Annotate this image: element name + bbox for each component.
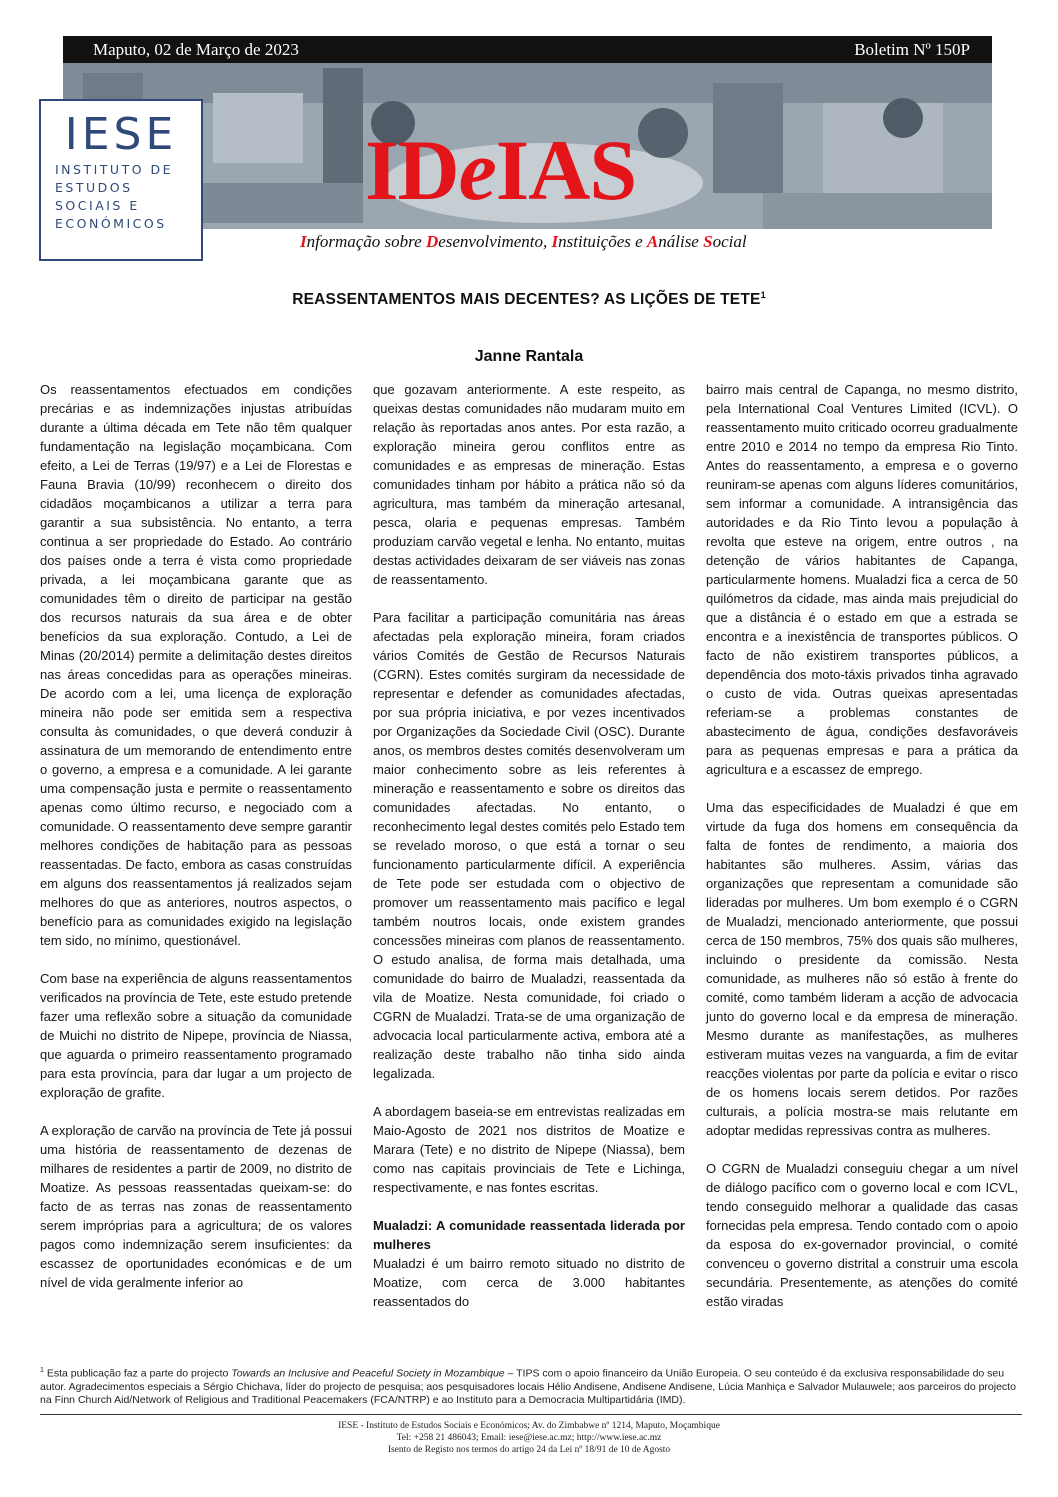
tagline-text: nstituições e [558, 232, 647, 251]
footnote [40, 1364, 1020, 1407]
tagline-cap: I [551, 232, 559, 251]
paragraph: Para facilitar a participação comunitária nas áreas afectadas pela exploração mineira, foram criados vários Comités de Gestão de Recursos Naturais (CGRN). Estes comités surgiram da necessidade de representar e defender as comunidades afectadas, por sua própria iniciativa, e por vezes incentivados por Organizações da Sociedade Civil (OSC). Durante anos, os membros destes comités desenvolveram um maior conhecimento sobre as leis referentes à mineração e reassentamento e sobre os direitos das comunidades afectadas. No entanto, o reconhecimento legal destes comités pelo Estado tem se revelado moroso, o que está a tornar o seu funcionamento particularmente difícil. A experiência de Tete pode ser estudada com o objectivo de promover um reassentamento mais pacífico e legal também noutros locais, onde existem grandes concessões mineiras com planos de reassentamento. O estudo analisa, de forma mais detalhada, uma comunidade do bairro de Mualadzi, reassentada da vila de Moatize. Nesta comunidade, foi criado o CGRN de Mualadzi. Trata-se de uma organização de advocacia local particularmente activa, embora até a realização deste trabalho não tinha sido ainda legalizada. [373, 610, 685, 1081]
paragraph: Mualadzi é um bairro remoto situado no distrito de Moatize, com cerca de 3.000 habitantes reassentados do [373, 1256, 685, 1309]
paragraph: bairro mais central de Capanga, no mesmo distrito, pela International Coal Ventures Limited (ICVL). O reassentamento muito criticado ocorreu gradualmente entre 2010 e 2014 no tempo da empresa Rio Tinto. Antes do reassentamento, a empresa e o governo reuniram-se apenas com alguns líderes comunitários, sem informar a comunidade. A intransigência das autoridades e da Rio Tinto levou a população à revolta que esteve na origem, entre outros , na detenção de vários habitantes de Capanga, particularmente homens. Mualadzi fica a cerca de 50 quilómetros da cidade, mas ainda mais prejudicial do que a distância é o estado em que a estrada se encontra e a inexistência de transportes públicos. O facto de não existirem transportes públicos, a dependência dos moto-táxis privados tinha agravado o custo de vida. Outras queixas apresentadas referiam-se a problemas constantes de abastecimento de água, condições desfavoráveis para as pequenas empresas e para a prática da agricultura e a escassez de emprego. [706, 382, 1018, 777]
paragraph: A abordagem baseia-se em entrevistas realizadas em Maio-Agosto de 2021 nos distritos de Moatize e Marara (Tete) e no distrito de Nipepe (Niassa), bem como nas capitais provinciais de Tete e Lichinga, respectivamente, e nas fontes escritas. [373, 1104, 685, 1195]
address-line: IESE - Instituto de Estudos Sociais e Económicos; Av. do Zimbabwe nº 1214, Maputo, Moçambique [338, 1421, 720, 1431]
paragraph: Os reassentamentos efectuados em condições precárias e as indemnizações injustas atribuídas durante a última década em Tete não têm qualquer fundamentação na legislação moçambicana. Com efeito, a Lei de Terras (19/97) e a Lei de Florestas e Fauna Bravia (10/99) reconhecem o direito dos cidadãos moçambicanos a utilizar a terra para garantir a sua subsistência. No entanto, a terra continua a ser propriedade do Estado. Ao contrário dos países onde a terra é vista como propriedade privada, a lei moçambicana garante que as comunidades têm o direito de participar na gestão dos recursos naturais da sua área e de obter benefícios da sua exploração. Contudo, a Lei de Minas (20/2014) permite a delimitação destes direitos nas áreas concedidas para as operações mineiras. De acordo com a lei, uma licença de exploração mineira não pode ser emitida sem a respectiva consulta às comunidades, o que deverá conduzir à assinatura de um memorando de entendimento entre o governo, a empresa e a comunidade. A lei garante uma compensação justa e permite o reassentamento apenas como último recurso, e negociado com a comunidade. O reassentamento deve sempre garantir melhores condições de habitação para as pessoas reassentadas. De facto, embora as casas construídas em alguns dos reassentamentos já realizados sejam melhores do que as anteriores, noutros aspectos, o benefício para as comunidades exigido na legislação tem sido, no mínimo, questionável. [40, 382, 352, 948]
article-title-text: REASSENTAMENTOS MAIS DECENTES? AS LIÇÕES DE TETE [292, 291, 761, 309]
paragraph: Uma das especificidades de Mualadzi é que em virtude da fuga dos homens em consequência da falta de fontes de rendimento, a maioria dos habitantes são mulheres. Assim, várias das organizações que representam a comunidade são lideradas por mulheres. Um bom exemplo é o CGRN de Mualadzi, mencionado anteriormente, que possui cerca de 150 membros, 75% dos quais são mulheres, incluindo o presidente da comissão. Nesta comunidade, as mulheres não só estão à frente do comité, como também lideram a acção de advocacia junto do governo local e da empresa de mineração. Mesmo durante as manifestações, as mulheres estiveram muitas vezes na vanguarda, a fim de evitar reacções violentas por parte da polícia e evitar o risco de os homens locais serem detidos. Por razões culturais, a polícia mostra-se mais relutante em adoptar medidas repressivas contra as mulheres. [706, 800, 1018, 1138]
masthead-title [365, 120, 705, 220]
logo-line-3: SOCIAIS E [55, 198, 140, 213]
paragraph: O CGRN de Mualadzi conseguiu chegar a um nível de diálogo pacífico com o governo local e com ICVL, tendo conseguido melhorar a qualidade das casas fornecidas pela empresa. Tendo contado com o apoio da esposa do ex-governador provincial, o comité convenceu o governo distrital a construir uma escola secundária. Presentemente, as atenções do comité estão viradas [706, 1161, 1018, 1309]
footnote-ref[interactable]: 1 [760, 290, 766, 300]
masthead-part-2: e [458, 122, 496, 218]
logo-line-4: ECONÓMICOS [55, 216, 167, 231]
article-author: Janne Rantala [474, 348, 584, 365]
section-heading: Mualadzi: A comunidade reassentada liderada por mulheres [373, 1218, 685, 1252]
masthead-part-1: ID [365, 122, 459, 218]
issue-date: Maputo, 02 de Março de 2023 [93, 40, 299, 59]
footnote-mark: 1 [40, 1367, 44, 1374]
paragraph: A exploração de carvão na província de Tete já possui uma história de reassentamento de dezenas de milhares de residentes a partir de 2009, no distrito de Moatize. As pessoas reassentadas queixam-se: do facto de as terras nas zonas de reassentamento serem impróprias para a agricultura; de os valores pagos como indemnização serem insuficientes: da escassez de oportunidades económicas e de um nível de vida geralmente inferior ao [40, 1123, 352, 1290]
address-line: Isento de Registo nos termos do artigo 24 da Lei nº 18/91 de 10 de Agosto [387, 1445, 671, 1455]
tagline-text: ocial [712, 232, 747, 251]
tagline-text: nálise [658, 232, 704, 251]
footnote-project: Towards an Inclusive and Peaceful Society in Mozambique [231, 1367, 505, 1380]
masthead-tagline [300, 232, 820, 252]
masthead-part-3: IAS [495, 122, 637, 218]
logo-acronym: IESE [64, 109, 178, 160]
paragraph: que gozavam anteriormente. A este respeito, as queixas destas comunidades não mudaram muito em relação às reportadas anos antes. Por esta razão, a exploração mineira gerou conflitos entre as comunidades e as empresas de mineração. Estas comunidades tinham por hábito a prática não só da agricultura, mas também da mineração artesanal, pesca, olaria e pequenas empresas. Também produziam carvão vegetal e lenha. No entanto, muitas destas actividades deixaram de ser viáveis nas zonas de reassentamento. [373, 382, 685, 587]
tagline-text: esenvolvimento, [438, 232, 552, 251]
tagline-cap: D [425, 232, 439, 251]
footer-address [0, 1420, 1058, 1456]
tagline-cap: I [300, 232, 307, 251]
tagline-cap: A [646, 232, 659, 251]
column-2 [373, 380, 685, 1330]
logo-line-1: INSTITUTO DE [55, 162, 174, 177]
footer-divider [40, 1414, 1022, 1415]
tagline-text: nformação sobre [306, 232, 426, 251]
footnote-text: – TIPS com o apoio financeiro da União Europeia. O seu conteúdo é da exclusiva responsabilidade do seu autor. Agradecimentos especiais a Sérgio Chichava, líder do projecto de pesquisa; aos pesquisadores locais Hélio Andisene, Andisene Andisene, Lúcia Manhiça e Salvador Mulauwele; aos parceiros do projecto na Finn Church Aid/Network of Religious and Traditional Peacemakers (FCA/NTRP) e ao Instituto para a Democracia Multipartidária (IMD). [40, 1367, 1016, 1406]
column-1 [40, 380, 352, 1311]
bulletin-number: Boletim Nº 150P [854, 40, 970, 59]
iese-logo [39, 99, 203, 261]
column-3 [706, 380, 1018, 1330]
paragraph: Com base na experiência de alguns reassentamentos verificados na província de Tete, este estudo pretende fazer uma reflexão sobre a situação da comunidade de Muichi no distrito de Nipepe, província de Niassa, que aguarda o primeiro reassentamento programado para esta província, para dar lugar a um projecto de exploração de grafite. [40, 971, 352, 1100]
logo-line-2: ESTUDOS [55, 180, 133, 195]
footnote-text: Esta publicação faz a parte do projecto [43, 1367, 232, 1380]
header-bar [63, 36, 992, 63]
article-title [0, 290, 1058, 309]
tagline-cap: S [703, 232, 713, 251]
address-contact[interactable]: Tel: +258 21 486043; Email: iese@iese.ac.mz; http://www.iese.ac.mz [396, 1433, 662, 1443]
